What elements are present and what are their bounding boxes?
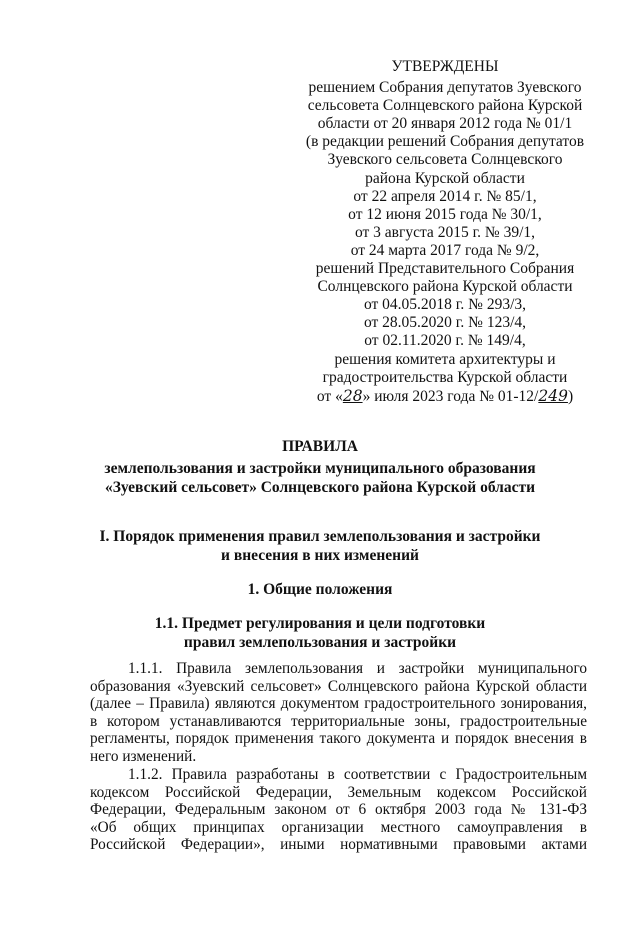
paragraph-line: регламенты, порядок применения такого документа и порядок внесения в <box>90 730 587 748</box>
approval-line: сельсовета Солнцевского района Курской <box>307 97 583 115</box>
approval-line: градостроительства Курской области <box>322 368 568 386</box>
approval-line: решения комитета архитектуры и <box>334 350 556 368</box>
approval-last-suffix: ) <box>567 387 574 405</box>
approval-line: области от 20 января 2012 года № 01/1 <box>317 115 573 133</box>
subsection-heading: 1. Общие положения <box>247 581 393 598</box>
approval-line: от 24 марта 2017 года № 9/2, <box>350 241 540 259</box>
approval-line: Солнцевского района Курской области <box>317 278 573 296</box>
approval-line: решений Представительного Собрания <box>315 260 575 278</box>
approval-last-prefix: от « <box>316 387 343 405</box>
paragraph-line: 1.1.1. Правила землепользования и застройки муниципального <box>128 660 587 677</box>
paragraph-line: 1.1.2. Правила разработаны в соответствии с Градостроительным <box>128 766 587 783</box>
approval-line: от 04.05.2018 г. № 293/3, <box>363 296 527 314</box>
approval-line: Зуевского сельсовета Солнцевского <box>327 151 563 169</box>
approval-line: от 28.05.2020 г. № 123/4, <box>363 314 527 332</box>
approval-line: от 22 апреля 2014 г. № 85/1, <box>353 187 537 205</box>
item-heading <box>40 614 600 652</box>
paragraph-line: кодексом Российской Федерации, Земельным кодексом Российской <box>90 783 587 801</box>
approval-line: района Курской области <box>365 169 525 187</box>
paragraph-1-1-2 <box>90 766 587 854</box>
paragraph-line: (далее – Правила) являются документом градостроительного зонирования, <box>90 695 587 713</box>
item-heading-line-2: правил землепользования и застройки <box>183 634 457 651</box>
paragraph-1-1-1 <box>90 660 587 766</box>
paragraph-line: образования «Зуевский сельсовет» Солнцевского района Курской области <box>90 677 587 695</box>
paragraph-line: Федерации, Федеральным законом от 6 октября 2003 года № 131-ФЗ <box>90 801 587 819</box>
approval-line: от 3 августа 2015 г. № 39/1, <box>354 223 536 241</box>
approval-line: (в редакции решений Собрания депутатов <box>305 133 585 151</box>
approval-line: решением Собрания депутатов Зуевского <box>308 79 582 97</box>
approval-line: от 12 июня 2015 года № 30/1, <box>348 205 542 223</box>
paragraph-line: Российской Федерации», иными нормативными правовыми актами <box>90 836 587 854</box>
handwritten-day: 28 <box>342 386 363 405</box>
title-main: ПРАВИЛА <box>282 438 358 455</box>
approval-last-line <box>300 387 590 406</box>
approval-heading: УТВЕРЖДЕНЫ <box>391 58 499 75</box>
section-heading-line-1: I. Порядок применения правил землепользования и застройки <box>99 528 541 545</box>
document-title <box>40 437 600 497</box>
approval-line: от 02.11.2020 г. № 149/4, <box>364 332 526 350</box>
approval-last-middle: » июля 2023 года № 01-12/ <box>362 387 539 405</box>
paragraph-line: «Об общих принципах организации местного самоуправления в <box>90 818 587 836</box>
section-heading <box>40 527 600 565</box>
title-subtitle-2: «Зуевский сельсовет» Солнцевского района Курской области <box>104 479 536 496</box>
paragraph-line: в котором устанавливаются территориальные зоны, градостроительные <box>90 712 587 730</box>
title-subtitle-1: землепользования и застройки муниципального образования <box>104 460 536 477</box>
item-heading-line-1: 1.1. Предмет регулирования и цели подготовки <box>154 615 486 632</box>
approval-stamp <box>300 58 590 406</box>
paragraph-line: него изменений. <box>90 747 197 765</box>
section-heading-line-2: и внесения в них изменений <box>221 547 419 564</box>
handwritten-number: 249 <box>538 386 568 405</box>
